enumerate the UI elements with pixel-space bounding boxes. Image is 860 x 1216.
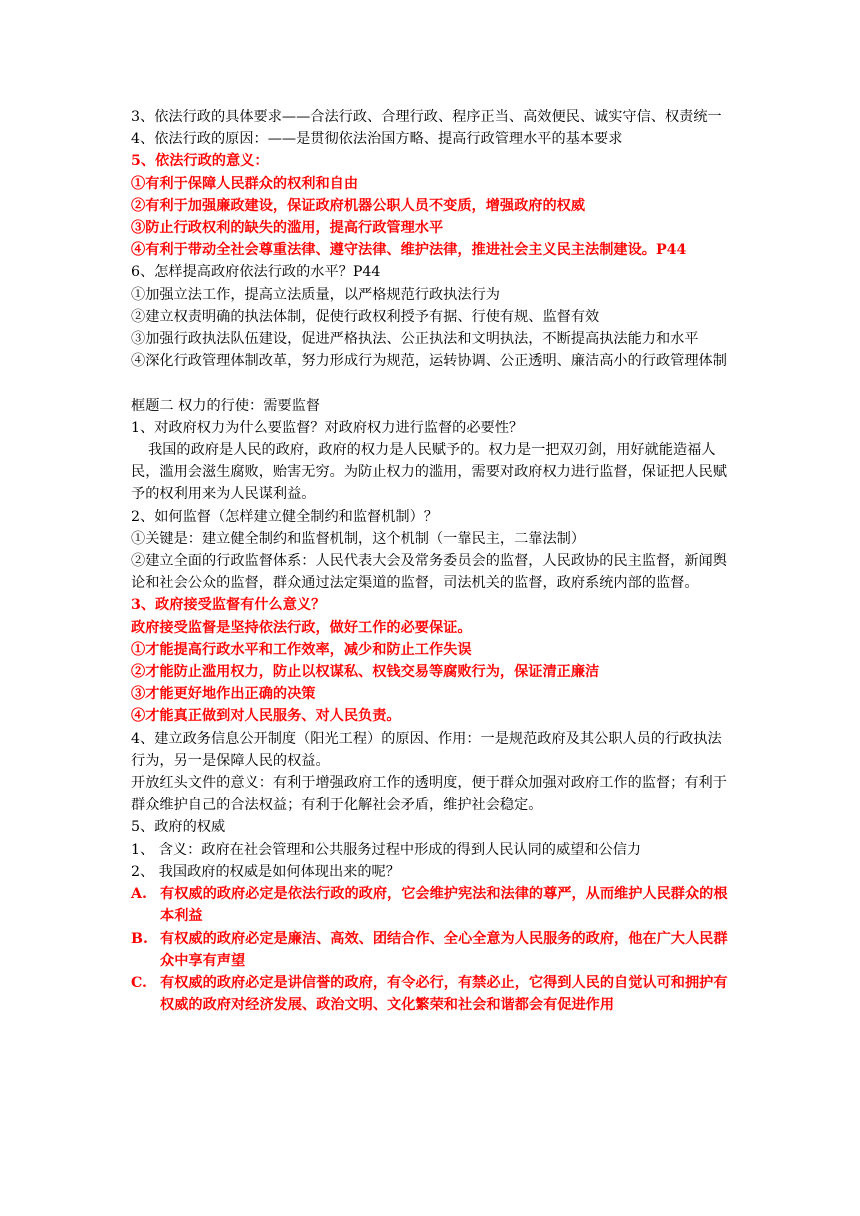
reason-line: 4、依法行政的原因：——是贯彻依法治国方略、提高行政管理水平的基本要求 — [131, 131, 623, 148]
disclosure-line: 4、建立政务信息公开制度（阳光工程）的原因、作用：一是规范政府及其公职人员的行政执法行为，另一是保障人民的权益。 — [131, 730, 722, 769]
authority-item-b — [131, 928, 731, 972]
significance-point-4: ④有利于带动全社会尊重法律、遵守法律、维护法律，推进社会主义民主法制建设。P44 — [131, 242, 687, 259]
item-marker: A. — [131, 886, 147, 903]
how-supervise-point-1: ①关键是：建立健全制约和监督机制，这个机制（一靠民主，二靠法制） — [131, 530, 586, 547]
requirement-line: 3、依法行政的具体要求——合法行政、合理行政、程序正当、高效便民、诚实守信、权责统一 — [131, 109, 722, 125]
item-marker: B. — [131, 930, 148, 947]
improve-heading: 6、怎样提高政府依法行政的水平？P44 — [131, 264, 381, 281]
section-title: 框题二 权力的行使：需要监督 — [131, 397, 320, 414]
supervision-meaning-point-4: ④才能真正做到对人民服务、对人民负责。 — [131, 708, 401, 725]
authority-item-a — [131, 883, 731, 927]
significance-point-3: ③防止行政权利的缺失的滥用，提高行政管理水平 — [131, 220, 444, 237]
document-page — [131, 106, 731, 1016]
significance-point-1: ①有利于保障人民群众的权利和自由 — [131, 175, 359, 192]
improve-point-1: ①加强立法工作，提高立法质量，以严格规范行政执法行为 — [131, 286, 500, 303]
supervision-meaning-point-2: ②才能防止滥用权力，防止以权谋私、权钱交易等腐败行为，保证清正廉洁 — [131, 664, 600, 681]
supervision-meaning-heading: 3、政府接受监督有什么意义？ — [131, 597, 326, 614]
authority-heading: 5、政府的权威 — [131, 819, 226, 836]
how-supervise-heading: 2、如何监督（怎样建立健全制约和监督机制）？ — [131, 508, 438, 525]
authority-question: 2、 我国政府的权威是如何体现出来的呢？ — [131, 863, 400, 880]
supervision-answer: 我国的政府是人民的政府，政府的权力是人民赋予的。权力是一把双刃剑，用好就能造福人民，滥用会滋生腐败，贻害无穷。为防止权力的滥用，需要对政府权力进行监督，保证把人民赋予的权利用来为人民谋利益。 — [131, 442, 727, 503]
improve-point-4: ④深化行政管理体制改革，努力形成行为规范，运转协调、公正透明、廉洁高小的行政管理体制 — [131, 353, 727, 370]
how-supervise-point-2: ②建立全面的行政监督体系：人民代表大会及常务委员会的监督，人民政协的民主监督，新闻舆论和社会公众的监督，群众通过法定渠道的监督，司法机关的监督，政府系统内部的监督。 — [131, 553, 727, 592]
item-text: 有权威的政府必定是依法行政的政府，它会维护宪法和法律的尊严，从而维护人民群众的根本利益 — [160, 886, 728, 925]
supervision-question: 1、对政府权力为什么要监督？对政府权力进行监督的必要性？ — [131, 419, 524, 436]
supervision-meaning-summary: 政府接受监督是坚持依法行政，做好工作的必要保证。 — [131, 619, 472, 636]
authority-item-c — [131, 972, 731, 1016]
item-text: 有权威的政府必定是廉洁、高效、团结合作、全心全意为人民服务的政府，他在广大人民群众中享有声望 — [160, 930, 728, 969]
significance-heading: 5、依法行政的意义： — [131, 153, 269, 170]
significance-point-2: ②有利于加强廉政建设，保证政府机器公职人员不变质，增强政府的权威 — [131, 197, 586, 214]
blank-spacer — [131, 372, 731, 394]
item-marker: C. — [131, 974, 147, 991]
supervision-meaning-point-3: ③才能更好地作出正确的决策 — [131, 686, 316, 703]
supervision-meaning-point-1: ①才能提高行政水平和工作效率，减少和防止工作失误 — [131, 641, 472, 658]
red-document-line: 开放红头文件的意义：有利于增强政府工作的透明度，便于群众加强对政府工作的监督；有利于群众维护自己的合法权益；有利于化解社会矛盾，维护社会稳定。 — [131, 775, 727, 814]
item-text: 有权威的政府必定是讲信誉的政府，有令必行，有禁必止，它得到人民的自觉认可和拥护有权威的政府对经济发展、政治文明、文化繁荣和社会和谐都会有促进作用 — [160, 974, 728, 1014]
improve-point-3: ③加强行政执法队伍建设，促进严格执法、公正执法和文明执法，不断提高执法能力和水平 — [131, 331, 699, 348]
authority-definition: 1、 含义：政府在社会管理和公共服务过程中形成的得到人民认同的威望和公信力 — [131, 841, 642, 858]
improve-point-2: ②建立权责明确的执法体制，促使行政权利授予有据、行使有规、监督有效 — [131, 308, 600, 325]
